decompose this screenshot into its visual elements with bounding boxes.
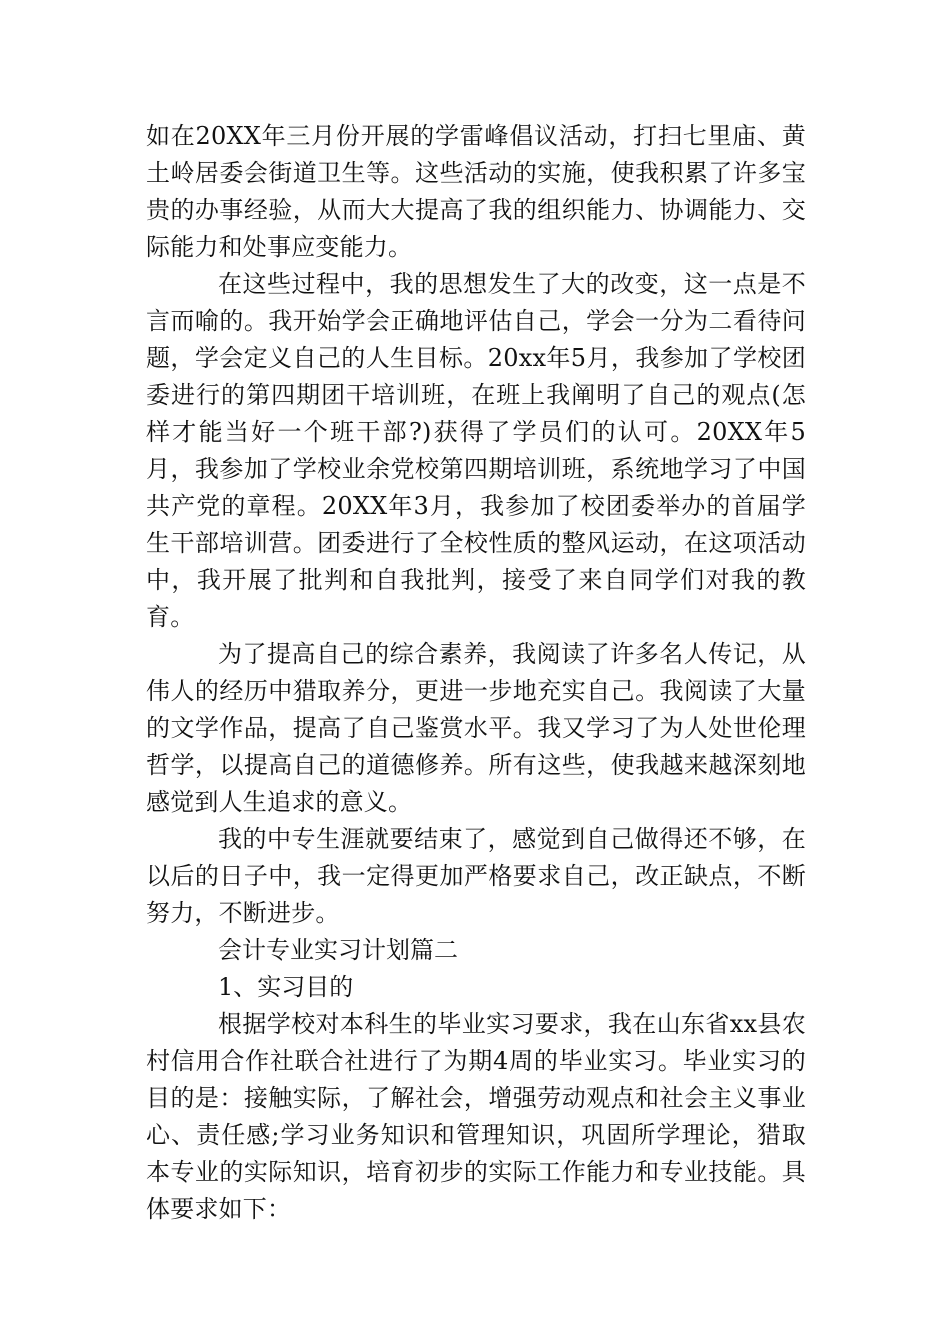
paragraph-4: 我的中专生涯就要结束了，感觉到自己做得还不够，在以后的日子中，我一定得更加严格要求自己，改正缺点，不断努力，不断进步。	[146, 825, 806, 927]
section-title: 会计专业实习计划篇二	[218, 936, 458, 964]
paragraph-1: 如在20XX年三月份开展的学雷峰倡议活动，打扫七里庙、黄土岭居委会街道卫生等。这些活动的实施，使我积累了许多宝贵的办事经验，从而大大提高了我的组织能力、协调能力、交际能力和处事应变能力。	[146, 122, 806, 261]
paragraph-3: 为了提高自己的综合素养，我阅读了许多名人传记，从伟人的经历中猎取养分，更进一步地充实自己。我阅读了大量的文学作品，提高了自己鉴赏水平。我又学习了为人处世伦理哲学，以提高自己的道德修养。所有这些，使我越来越深刻地感觉到人生追求的意义。	[146, 640, 806, 816]
subsection-title: 1、实习目的	[218, 973, 354, 1001]
paragraph-2: 在这些过程中，我的思想发生了大的改变，这一点是不言而喻的。我开始学会正确地评估自己，学会一分为二看待问题，学会定义自己的人生目标。20xx年5月，我参加了学校团委进行的第四期团干培训班，在班上我阐明了自己的观点(怎样才能当好一个班干部?)获得了学员们的认可。20XX年5月，我参加了学校业余党校第四期培训班，系统地学习了中国共产党的章程。20XX年3月，我参加了校团委举办的首届学生干部培训营。团委进行了全校性质的整风运动，在这项活动中，我开展了批判和自我批判，接受了来自同学们对我的教育。	[146, 270, 806, 631]
paragraph-5: 根据学校对本科生的毕业实习要求，我在山东省xx县农村信用合作社联合社进行了为期4周的毕业实习。毕业实习的目的是：接触实际，了解社会，增强劳动观点和社会主义事业心、责任感;学习业务知识和管理知识，巩固所学理论，猎取本专业的实际知识，培育初步的实际工作能力和专业技能。具体要求如下：	[146, 1010, 806, 1223]
document-page	[146, 118, 806, 1228]
